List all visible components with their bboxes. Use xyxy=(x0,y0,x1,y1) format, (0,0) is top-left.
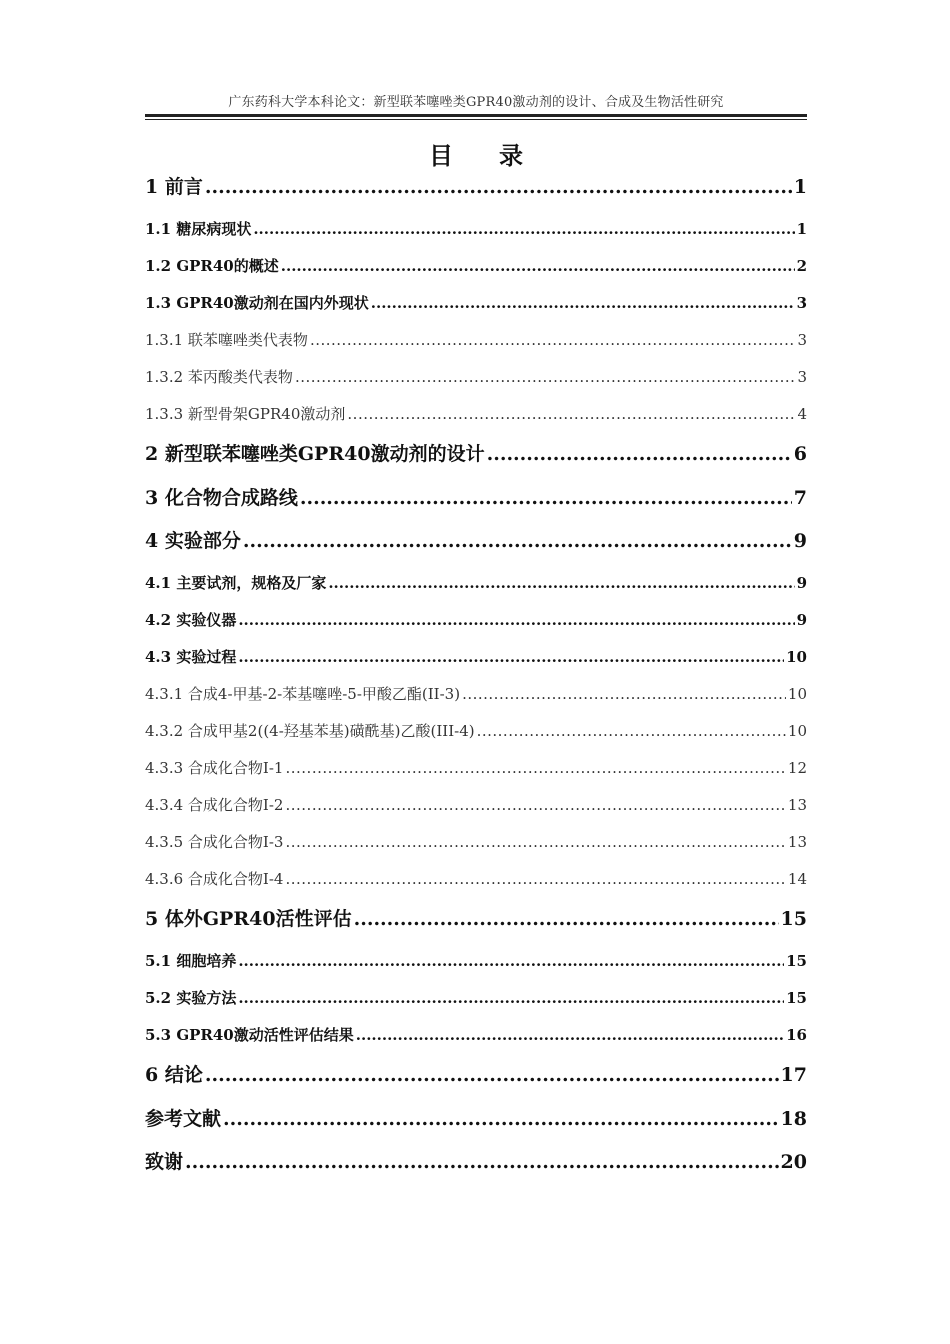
toc-entry-label: 致谢 xyxy=(145,1151,184,1173)
toc-entry[interactable] xyxy=(145,1062,807,1088)
toc-entry-page-number: 1 xyxy=(793,176,807,198)
toc-dot-leader xyxy=(205,174,792,200)
toc-dot-leader xyxy=(285,831,785,853)
toc-entry-label: 1 前言 xyxy=(145,176,203,198)
toc-dot-leader xyxy=(285,757,785,779)
toc-dot-leader xyxy=(477,720,786,742)
toc-entry-label: 1.3.3 新型骨架GPR40激动剂 xyxy=(145,405,346,423)
toc-dot-leader xyxy=(487,441,792,467)
toc-entry[interactable] xyxy=(145,528,807,554)
header-rule-thick xyxy=(145,114,807,117)
toc-entry[interactable] xyxy=(145,794,807,816)
toc-entry-page-number: 9 xyxy=(796,611,807,629)
toc-dot-leader xyxy=(371,292,795,314)
toc-entry[interactable] xyxy=(145,720,807,742)
toc-dot-leader xyxy=(281,255,795,277)
toc-dot-leader xyxy=(238,987,784,1009)
toc-entry-page-number: 10 xyxy=(787,685,807,703)
toc-dot-leader xyxy=(356,1024,784,1046)
toc-entry[interactable] xyxy=(145,831,807,853)
toc-entry-page-number: 10 xyxy=(787,722,807,740)
toc-dot-leader xyxy=(285,794,785,816)
toc-entry-label: 5.2 实验方法 xyxy=(145,989,237,1007)
toc-entry-page-number: 10 xyxy=(786,648,807,666)
toc-entry-label: 1.3 GPR40激动剂在国内外现状 xyxy=(145,294,369,312)
toc-entry[interactable] xyxy=(145,366,807,388)
toc-entry-page-number: 17 xyxy=(780,1064,807,1086)
toc-entry-label: 6 结论 xyxy=(145,1064,203,1086)
toc-entry[interactable] xyxy=(145,950,807,972)
toc-dot-leader xyxy=(347,403,795,425)
toc-entry[interactable] xyxy=(145,683,807,705)
toc-entry-label: 2 新型联苯噻唑类GPR40激动剂的设计 xyxy=(145,443,485,465)
toc-entry-page-number: 13 xyxy=(787,796,807,814)
toc-dot-leader xyxy=(223,1106,779,1132)
toc-dot-leader xyxy=(295,366,796,388)
toc-entry-page-number: 15 xyxy=(786,989,807,1007)
toc-dot-leader xyxy=(185,1149,779,1175)
toc-entry-label: 3 化合物合成路线 xyxy=(145,487,298,509)
toc-entry-label: 4.3 实验过程 xyxy=(145,648,237,666)
toc-entry-page-number: 14 xyxy=(787,870,807,888)
toc-entry-label: 1.1 糖尿病现状 xyxy=(145,220,252,238)
toc-dot-leader xyxy=(243,528,792,554)
toc-entry-label: 4.1 主要试剂，规格及厂家 xyxy=(145,574,327,592)
toc-entry[interactable] xyxy=(145,987,807,1009)
toc-entry-label: 4.2 实验仪器 xyxy=(145,611,237,629)
toc-entry-page-number: 2 xyxy=(796,257,807,275)
toc-entry[interactable] xyxy=(145,906,807,932)
toc-entry-page-number: 7 xyxy=(793,487,807,509)
toc-entry-label: 1.2 GPR40的概述 xyxy=(145,257,279,275)
toc-entry-page-number: 4 xyxy=(797,405,807,423)
toc-entry-page-number: 20 xyxy=(780,1151,807,1173)
toc-entry-page-number: 3 xyxy=(797,368,807,386)
toc-entry[interactable] xyxy=(145,292,807,314)
toc-entry-label: 4 实验部分 xyxy=(145,530,241,552)
toc-entry[interactable] xyxy=(145,868,807,890)
toc-dot-leader xyxy=(205,1062,779,1088)
toc-dot-leader xyxy=(300,485,792,511)
toc-dot-leader xyxy=(462,683,786,705)
toc-entry[interactable] xyxy=(145,329,807,351)
toc-entry[interactable] xyxy=(145,255,807,277)
toc-title-right: 录 xyxy=(499,141,523,170)
toc-entry[interactable] xyxy=(145,1106,807,1132)
toc-entry-label: 4.3.1 合成4-甲基-2-苯基噻唑-5-甲酸乙酯(II-3) xyxy=(145,685,461,703)
toc-entry-label: 4.3.3 合成化合物I-1 xyxy=(145,759,284,777)
toc-entry-label: 4.3.5 合成化合物I-3 xyxy=(145,833,284,851)
toc-entry[interactable] xyxy=(145,757,807,779)
toc-dot-leader xyxy=(285,868,785,890)
toc-entry-label: 4.3.2 合成甲基2((4-羟基苯基)磺酰基)乙酸(III-4) xyxy=(145,722,475,740)
toc-entry[interactable] xyxy=(145,1149,807,1175)
toc-entry-page-number: 16 xyxy=(786,1026,807,1044)
toc-entry-label: 1.3.2 苯丙酸类代表物 xyxy=(145,368,293,386)
toc-entry-page-number: 9 xyxy=(793,530,807,552)
toc-entry[interactable] xyxy=(145,572,807,594)
toc-entry[interactable] xyxy=(145,403,807,425)
toc-entry-page-number: 1 xyxy=(796,220,807,238)
toc-dot-leader xyxy=(328,572,794,594)
toc-entry-label: 5.1 细胞培养 xyxy=(145,952,237,970)
toc-dot-leader xyxy=(238,609,794,631)
toc-title xyxy=(145,140,807,172)
toc-dot-leader xyxy=(238,950,784,972)
toc-entry[interactable] xyxy=(145,1024,807,1046)
toc-entry-page-number: 3 xyxy=(797,331,807,349)
toc-entry[interactable] xyxy=(145,485,807,511)
toc-entry-page-number: 18 xyxy=(780,1108,807,1130)
running-header: 广东药科大学本科论文：新型联苯噻唑类GPR40激动剂的设计、合成及生物活性研究 xyxy=(228,95,724,110)
toc-entry[interactable] xyxy=(145,609,807,631)
toc-entry[interactable] xyxy=(145,174,807,200)
toc-entry-label: 5.3 GPR40激动活性评估结果 xyxy=(145,1026,354,1044)
toc-title-left: 目 xyxy=(429,141,453,170)
toc-entry-page-number: 13 xyxy=(787,833,807,851)
toc-dot-leader xyxy=(238,646,784,668)
toc-dot-leader xyxy=(253,218,794,240)
toc-entry-label: 1.3.1 联苯噻唑类代表物 xyxy=(145,331,308,349)
toc-dot-leader xyxy=(354,906,779,932)
toc-entry-page-number: 12 xyxy=(787,759,807,777)
toc-entry[interactable] xyxy=(145,646,807,668)
toc-entry[interactable] xyxy=(145,441,807,467)
toc-entry-page-number: 3 xyxy=(796,294,807,312)
toc-entry-label: 4.3.6 合成化合物I-4 xyxy=(145,870,284,888)
toc-entry-label: 参考文献 xyxy=(145,1108,222,1130)
toc-entry[interactable] xyxy=(145,218,807,240)
header-rule-thin xyxy=(145,119,807,120)
toc-entry-page-number: 15 xyxy=(786,952,807,970)
toc-entry-label: 5 体外GPR40活性评估 xyxy=(145,908,352,930)
toc-entry-page-number: 15 xyxy=(780,908,807,930)
toc-entry-label: 4.3.4 合成化合物I-2 xyxy=(145,796,284,814)
toc-dot-leader xyxy=(310,329,796,351)
toc-entry-page-number: 9 xyxy=(796,574,807,592)
toc-entry-page-number: 6 xyxy=(793,443,807,465)
